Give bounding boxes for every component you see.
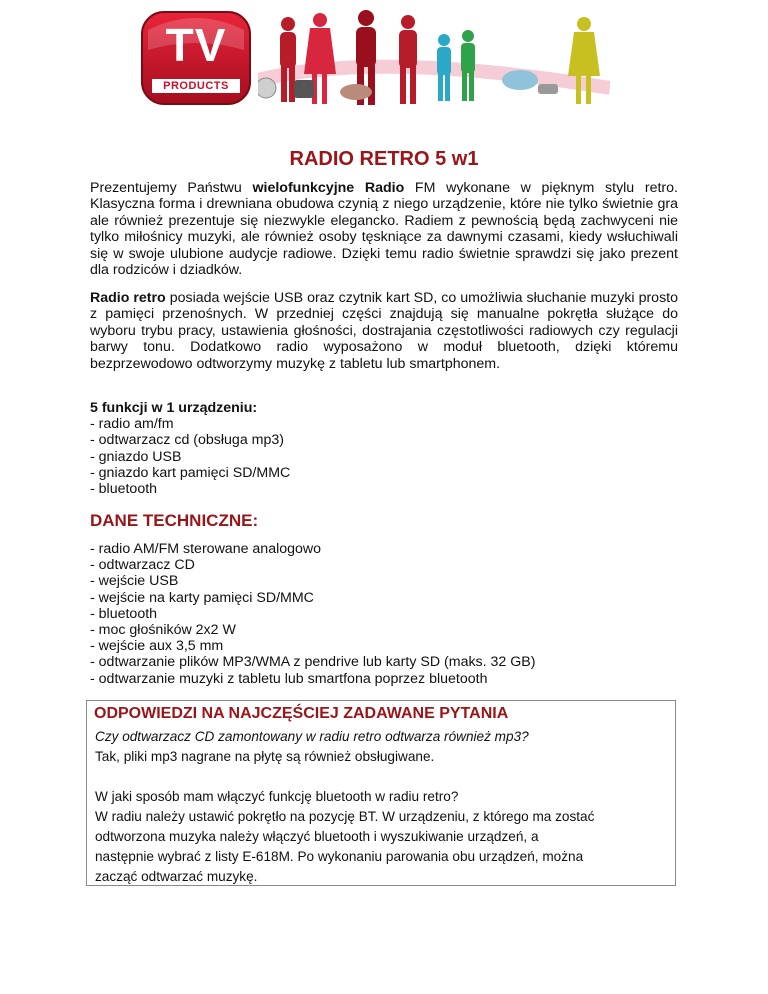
faq-answer-line: odtworzona muzyka należy włączyć bluetooth i wyszukiwanie urządzeń, a — [95, 829, 539, 844]
list-item: - wejście USB — [90, 573, 179, 590]
list-item: - bluetooth — [90, 481, 158, 498]
list-item: - odtwarzanie plików MP3/WMA z pendrive lub karty SD (maks. 32 GB) — [90, 654, 536, 671]
page-title: RADIO RETRO 5 w1 — [289, 148, 479, 170]
faq-answer: Tak, pliki mp3 nagrane na płytę są również obsługiwane. — [95, 749, 435, 764]
list-item: - odtwarzanie muzyki z tabletu lub smartfona poprzez bluetooth — [90, 670, 488, 687]
intro-paragraph: Prezentujemy Państwu wielofunkcyjne Radio FM wykonane w pięknym stylu retro. Klasyczna forma i drewniana obudowa czynią z niego urządzenie, które nie tylko świetnie gra ale również prezentuje się niezwykle elegancko. Radiem z pewnością będą zachwyceni nie tylko miłośnicy muzyki, ale również osoby tęskniące za dawnymi czasami, kiedy wsłuchiwali się w swoje ulubione audycje radiowe. Dzięki temu radio świetnie sprawdzi się jako prezent dla rodziców i dziadków. — [90, 180, 678, 279]
faq-answer-line: W radiu należy ustawić pokrętło na pozycję BT. W urządzeniu, z którego ma zostać — [95, 809, 595, 824]
logo-tv-text: TV — [165, 19, 227, 71]
person-silhouette — [437, 34, 451, 101]
functions-list — [90, 400, 290, 497]
faq-title: ODPOWIEDZI NA NAJCZĘŚCIEJ ZADAWANE PYTANIA — [94, 705, 509, 722]
faq-box — [86, 700, 676, 886]
functions-heading: 5 funkcji w 1 urządzeniu: — [90, 400, 258, 416]
tech-specs-heading: DANE TECHNICZNE: — [90, 511, 259, 530]
tech-specs-list — [90, 541, 535, 687]
list-item: - odtwarzacz cd (obsługa mp3) — [90, 432, 284, 449]
faq-question: W jaki sposób mam włączyć funkcję bluetooth w radiu retro? — [95, 789, 459, 804]
list-item: - radio am/fm — [90, 416, 174, 433]
list-item: - radio AM/FM sterowane analogowo — [90, 541, 322, 557]
person-silhouette — [399, 15, 417, 104]
faq-answer-line: zacząć odtwarzać muzykę. — [95, 869, 258, 884]
person-silhouette — [280, 17, 296, 102]
features-paragraph: Radio retro posiada wejście USB oraz czytnik kart SD, co umożliwia słuchanie muzyki prosto z pamięci przenośnych. W przedniej części znajdują się manualne pokrętła służące do wyboru trybu pracy, ustawienia głośności, dostrajania częstotliwości radiowych czy regulacji barwy tonu. Dodatkowo radio wyposażono w moduł bluetooth, dzięki któremu bezprzewodowo odtworzymy muzykę z tabletu lub smartphonem. — [90, 290, 679, 372]
list-item: - moc głośników 2x2 W — [90, 622, 236, 639]
list-item: - gniazdo kart pamięci SD/MMC — [90, 464, 291, 481]
tv-products-logo — [140, 10, 252, 108]
list-item: - bluetooth — [90, 605, 158, 622]
faq-question: Czy odtwarzacz CD zamontowany w radiu retro odtwarza również mp3? — [95, 729, 529, 744]
list-item: - wejście aux 3,5 mm — [90, 638, 224, 655]
people-silhouettes-illustration — [258, 10, 610, 110]
header-banner — [140, 10, 610, 110]
person-silhouette — [461, 30, 475, 101]
list-item: - gniazdo USB — [90, 448, 182, 465]
faq-answer-line: następnie wybrać z listy E-618M. Po wykonaniu parowania obu urządzeń, można — [95, 849, 584, 864]
logo-products-text: PRODUCTS — [152, 79, 240, 93]
list-item: - wejście na karty pamięci SD/MMC — [90, 589, 314, 606]
list-item: - odtwarzacz CD — [90, 557, 195, 574]
